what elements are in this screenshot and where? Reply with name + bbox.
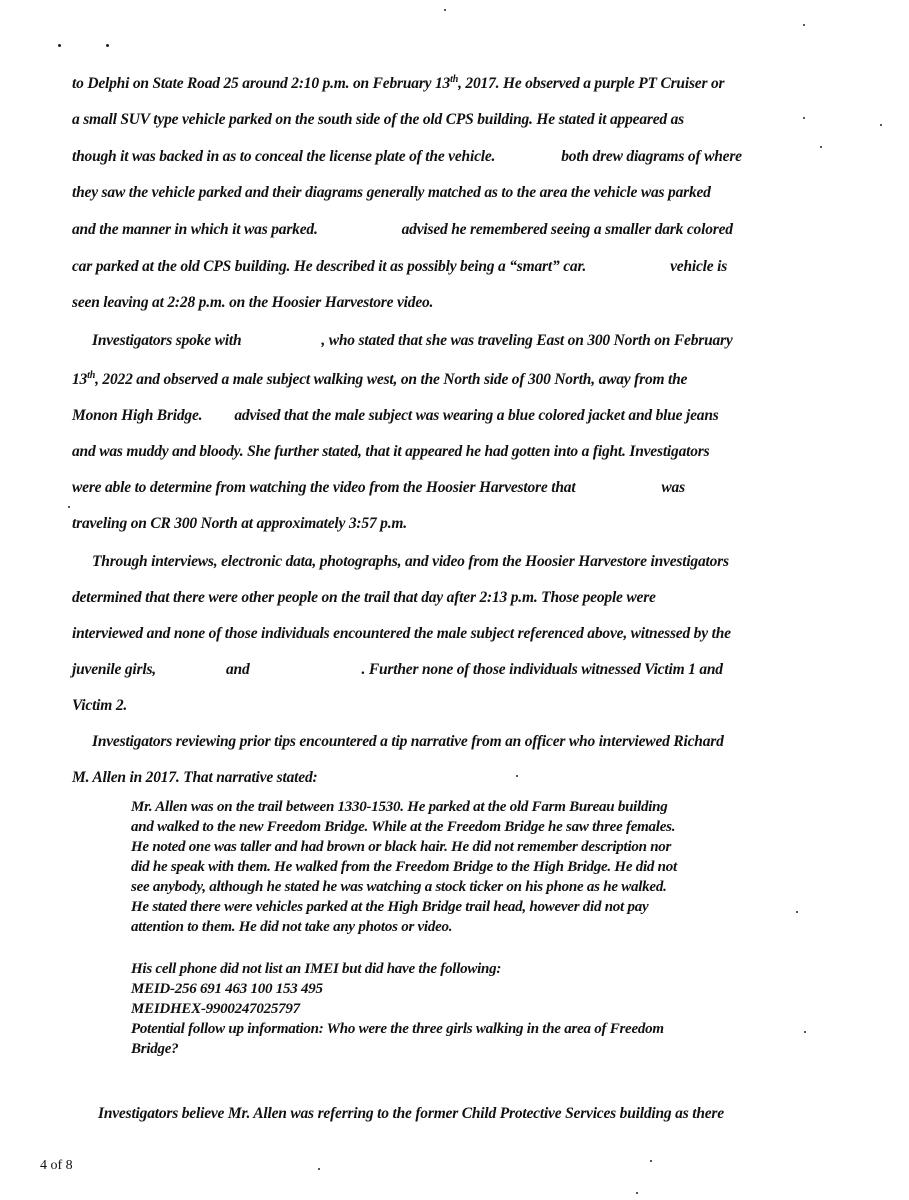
quote-line-12: Bridge? bbox=[131, 1041, 179, 1057]
paragraph-1-line-1: to Delphi on State Road 25 around 2:10 p.m. on February 13th, 2017. He observed a purple PT Cruiser or bbox=[72, 73, 725, 92]
scan-speck bbox=[636, 1192, 638, 1194]
quote-line-1: Mr. Allen was on the trail between 1330-1530. He parked at the old Farm Bureau building bbox=[131, 799, 668, 815]
paragraph-2-line-6: traveling on CR 300 North at approximately 3:57 p.m. bbox=[72, 515, 407, 532]
quote-line-10: MEIDHEX-9900247025797 bbox=[131, 1001, 300, 1017]
paragraph-3-line-2: determined that there were other people on the trail that day after 2:13 p.m. Those people were bbox=[72, 589, 656, 606]
scan-speck bbox=[68, 506, 70, 508]
paragraph-5-line-1: Investigators believe Mr. Allen was referring to the former Child Protective Services building as there bbox=[98, 1105, 724, 1122]
paragraph-1-line-4: they saw the vehicle parked and their diagrams generally matched as to the area the vehicle was parked bbox=[72, 184, 711, 201]
scan-speck bbox=[880, 124, 882, 126]
scan-speck bbox=[820, 146, 822, 148]
paragraph-3-line-1: Through interviews, electronic data, photographs, and video from the Hoosier Harvestore investigators bbox=[92, 553, 729, 570]
scan-speck bbox=[444, 9, 446, 11]
paragraph-1-line-6: car parked at the old CPS building. He described it as possibly being a “smart” car. vehicle is bbox=[72, 258, 728, 275]
paragraph-2-line-4: and was muddy and bloody. She further stated, that it appeared he had gotten into a fight. Investigators bbox=[72, 443, 710, 460]
scan-speck bbox=[516, 775, 518, 777]
page-number: 4 of 8 bbox=[40, 1158, 73, 1173]
quote-line-7: attention to them. He did not take any photos or video. bbox=[131, 919, 453, 935]
paragraph-2-line-5: were able to determine from watching the video from the Hoosier Harvestore that was bbox=[72, 479, 685, 496]
scan-speck bbox=[803, 117, 805, 119]
paragraph-2-line-1: Investigators spoke with , who stated that she was traveling East on 300 North on February bbox=[92, 332, 733, 349]
quote-line-6: He stated there were vehicles parked at the High Bridge trail head, however did not pay bbox=[131, 899, 649, 915]
quote-line-5: see anybody, although he stated he was watching a stock ticker on his phone as he walked. bbox=[131, 879, 667, 895]
quote-line-8: His cell phone did not list an IMEI but did have the following: bbox=[131, 961, 502, 977]
paragraph-2-line-2: 13th, 2022 and observed a male subject walking west, on the North side of 300 North, away from the bbox=[72, 369, 688, 388]
scan-speck bbox=[796, 911, 798, 913]
paragraph-3-line-5: Victim 2. bbox=[72, 697, 128, 714]
paragraph-1-line-2: a small SUV type vehicle parked on the south side of the old CPS building. He stated it appeared as bbox=[72, 111, 684, 128]
paragraph-1-line-5: and the manner in which it was parked. advised he remembered seeing a smaller dark colored bbox=[72, 221, 733, 238]
paragraph-3-line-3: interviewed and none of those individuals encountered the male subject referenced above, witnessed by the bbox=[72, 625, 731, 642]
paragraph-1-line-3: though it was backed in as to conceal the license plate of the vehicle. both drew diagrams of where bbox=[72, 148, 742, 165]
paragraph-4-line-2: M. Allen in 2017. That narrative stated: bbox=[72, 769, 318, 786]
quote-line-2: and walked to the new Freedom Bridge. While at the Freedom Bridge he saw three females. bbox=[131, 819, 676, 835]
quote-line-11: Potential follow up information: Who were the three girls walking in the area of Freedom bbox=[131, 1021, 664, 1037]
scan-speck bbox=[58, 44, 61, 47]
scan-speck bbox=[106, 44, 109, 47]
scan-speck bbox=[803, 24, 805, 26]
quote-line-9: MEID-256 691 463 100 153 495 bbox=[131, 981, 323, 997]
paragraph-2-line-3: Monon High Bridge. advised that the male subject was wearing a blue colored jacket and blue jeans bbox=[72, 407, 719, 424]
scan-speck bbox=[804, 1031, 806, 1033]
paragraph-1-line-7: seen leaving at 2:28 p.m. on the Hoosier Harvestore video. bbox=[72, 294, 434, 311]
paragraph-3-line-4: juvenile girls, and . Further none of those individuals witnessed Victim 1 and bbox=[72, 661, 723, 678]
quote-line-3: He noted one was taller and had brown or black hair. He did not remember description nor bbox=[131, 839, 672, 855]
paragraph-4-line-1: Investigators reviewing prior tips encountered a tip narrative from an officer who interviewed Richard bbox=[92, 733, 724, 750]
scan-speck bbox=[650, 1160, 652, 1162]
scan-speck bbox=[318, 1168, 320, 1170]
quote-line-4: did he speak with them. He walked from the Freedom Bridge to the High Bridge. He did not bbox=[131, 859, 677, 875]
